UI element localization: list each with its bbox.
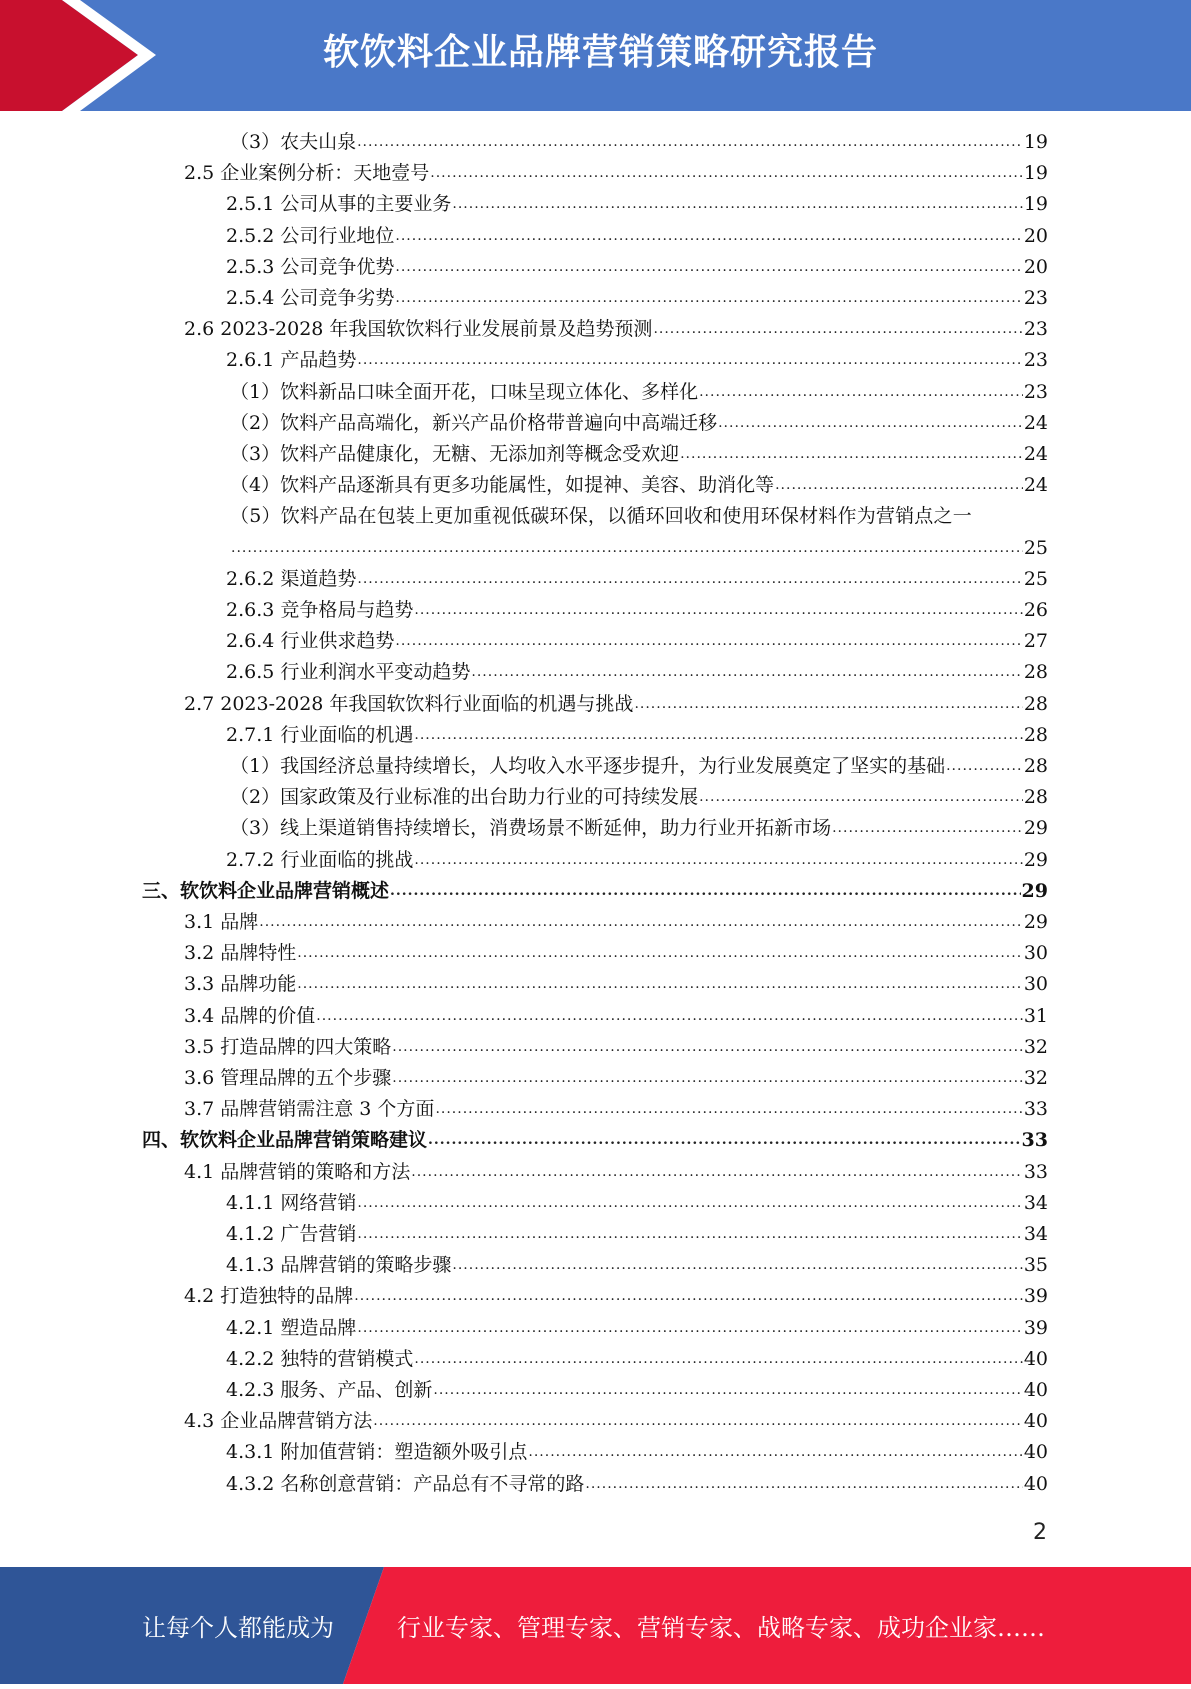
toc-dot-leader <box>718 408 1023 439</box>
report-title: 软饮料企业品牌营销策略研究报告 <box>322 32 878 73</box>
toc-entry[interactable] <box>226 1344 1048 1375</box>
toc-entry-title: 2.5.3 公司竞争优势 <box>226 255 395 278</box>
toc-entry[interactable] <box>226 657 1048 688</box>
toc-entry[interactable] <box>184 1063 1048 1094</box>
toc-entry-page: 23 <box>1023 287 1048 309</box>
toc-entry-page: 25 <box>1023 536 1048 559</box>
toc-entry-page: 28 <box>1023 692 1048 715</box>
toc-dot-leader <box>373 1406 1023 1437</box>
toc-entry-page: 40 <box>1023 1347 1048 1370</box>
toc-dot-leader <box>634 689 1022 720</box>
toc-entry-page: 35 <box>1023 1254 1048 1277</box>
toc-entry-title: 4.1.2 广告营销 <box>226 1223 357 1245</box>
toc-entry-page: 40 <box>1023 1379 1048 1401</box>
toc-entry[interactable] <box>184 1281 1048 1312</box>
toc-entry-title: 3.2 品牌特性 <box>184 942 297 965</box>
toc-dot-leader <box>528 1437 1022 1468</box>
toc-entry[interactable] <box>142 1125 1048 1156</box>
toc-dot-leader <box>414 1344 1022 1375</box>
toc-entry-title: （3）饮料产品健康化，无糖、无添加剂等概念受欢迎 <box>230 443 680 465</box>
toc-dot-leader <box>357 1313 1022 1344</box>
toc-entry-title: 2.5.4 公司竞争劣势 <box>226 287 395 309</box>
toc-entry-page: 19 <box>1023 162 1048 185</box>
toc-entry-page: 34 <box>1023 1223 1048 1245</box>
toc-entry-title: 三、软饮料企业品牌营销概述 <box>142 879 390 902</box>
toc-entry-page: 31 <box>1023 1004 1048 1027</box>
toc-entry-page: 33 <box>1021 1129 1048 1152</box>
toc-dot-leader <box>357 345 1022 376</box>
toc-dot-leader <box>297 969 1023 1000</box>
toc-entry-title: 3.1 品牌 <box>184 911 259 933</box>
toc-entry-title: 4.1.3 品牌营销的策略步骤 <box>226 1254 452 1277</box>
toc-entry[interactable] <box>184 1157 1048 1188</box>
toc-dot-leader <box>395 626 1022 657</box>
toc-entry-title: （3）农夫山泉 <box>230 131 357 153</box>
toc-dot-leader <box>775 470 1023 501</box>
toc-entry-title: （2）饮料产品高端化，新兴产品价格带普遍向中高端迁移 <box>230 411 718 434</box>
toc-entry[interactable] <box>230 127 1048 158</box>
toc-entry[interactable] <box>226 845 1048 876</box>
toc-dot-leader <box>585 1469 1022 1500</box>
toc-entry-page: 32 <box>1023 1067 1048 1089</box>
toc-entry[interactable] <box>226 1188 1048 1219</box>
toc-entry-title: （1）我国经济总量持续增长，人均收入水平逐步提升，为行业发展奠定了坚实的基础 <box>230 755 946 777</box>
toc-entry-title: （3）线上渠道销售持续增长，消费场景不断延伸，助力行业开拓新市场 <box>230 817 832 840</box>
toc-entry[interactable] <box>226 283 1048 314</box>
toc-entry-page: 28 <box>1023 786 1048 809</box>
toc-entry[interactable] <box>184 158 1048 189</box>
toc-entry-title: 2.5.2 公司行业地位 <box>226 224 395 247</box>
toc-dot-leader <box>395 221 1022 252</box>
toc-entry-title: （5）饮料产品在包装上更加重视低碳环保，以循环回收和使用环保材料作为营销点之一 <box>230 505 972 528</box>
toc-entry-page: 33 <box>1023 1160 1048 1183</box>
toc-dot-leader <box>392 1063 1023 1094</box>
toc-entry[interactable] <box>226 564 1048 595</box>
toc-dot-leader <box>259 907 1023 938</box>
toc-dot-leader <box>699 782 1023 813</box>
toc-entry[interactable] <box>184 938 1048 969</box>
toc-entry-title: 2.6.4 行业供求趋势 <box>226 630 395 653</box>
footer-slogan-left: 让每个人都能成为 <box>142 1614 334 1642</box>
toc-entry-title: 4.1.1 网络营销 <box>226 1191 357 1214</box>
footer-slogan-right: 行业专家、管理专家、营销专家、战略专家、成功企业家…… <box>397 1614 1045 1642</box>
toc-entry[interactable] <box>142 876 1048 907</box>
toc-entry-title: 3.6 管理品牌的五个步骤 <box>184 1067 392 1089</box>
toc-entry-page: 39 <box>1023 1285 1048 1308</box>
toc-entry-title: 2.6.1 产品趋势 <box>226 349 357 372</box>
toc-dot-leader <box>435 1094 1022 1125</box>
page-footer <box>0 1567 1191 1684</box>
toc-entry[interactable] <box>226 1375 1048 1406</box>
toc-dot-leader <box>452 189 1022 220</box>
toc-entry-title: 4.2 打造独特的品牌 <box>184 1285 354 1308</box>
toc-entry-title: 4.2.3 服务、产品、创新 <box>226 1379 433 1401</box>
toc-entry-page: 20 <box>1023 224 1048 247</box>
toc-entry-page: 29 <box>1023 817 1048 840</box>
toc-entry-title: 2.6 2023-2028 年我国软饮料行业发展前景及趋势预测 <box>184 318 653 341</box>
toc-dot-leader <box>231 533 1023 564</box>
toc-entry-page: 23 <box>1023 380 1048 403</box>
toc-entry-page: 24 <box>1023 411 1048 434</box>
toc-entry-page: 39 <box>1023 1316 1048 1339</box>
toc-entry[interactable] <box>226 221 1048 252</box>
toc-entry-page: 29 <box>1023 911 1048 933</box>
toc-entry-page: 19 <box>1023 193 1048 216</box>
toc-dot-leader <box>832 813 1023 844</box>
toc-entry[interactable] <box>226 189 1048 220</box>
toc-dot-leader <box>316 1001 1023 1032</box>
toc-entry-title: 2.6.3 竞争格局与趋势 <box>226 599 414 621</box>
toc-entry[interactable] <box>226 252 1048 283</box>
toc-entry[interactable] <box>184 1406 1048 1437</box>
toc-entry-title: 4.3.2 名称创意营销：产品总有不寻常的路 <box>226 1472 585 1495</box>
toc-dot-leader <box>680 439 1023 470</box>
toc-entry[interactable] <box>230 533 1048 564</box>
toc-entry[interactable] <box>226 345 1048 376</box>
toc-entry[interactable] <box>226 626 1048 657</box>
toc-dot-leader <box>357 1219 1022 1250</box>
toc-entry[interactable] <box>184 969 1048 1000</box>
toc-entry-page: 26 <box>1023 599 1048 621</box>
toc-dot-leader <box>452 1250 1022 1281</box>
toc-dot-leader <box>354 1281 1023 1312</box>
toc-entry[interactable] <box>230 377 1048 408</box>
toc-entry-page: 33 <box>1023 1098 1048 1121</box>
toc-entry-page: 30 <box>1023 942 1048 965</box>
toc-entry-title: 2.6.2 渠道趋势 <box>226 567 357 590</box>
toc-entry[interactable] <box>230 813 1048 844</box>
toc-entry-title: 2.7.2 行业面临的挑战 <box>226 848 414 871</box>
toc-entry-title: 3.3 品牌功能 <box>184 973 297 996</box>
toc-entry-page: 29 <box>1021 879 1048 902</box>
toc-entry-title: 4.2.2 独特的营销模式 <box>226 1347 414 1370</box>
toc-entry[interactable] <box>184 1094 1048 1125</box>
toc-entry-title: 4.1 品牌营销的策略和方法 <box>184 1160 411 1183</box>
toc-entry-page: 30 <box>1023 973 1048 996</box>
toc-entry-page: 32 <box>1023 1035 1048 1058</box>
toc-dot-leader <box>395 283 1022 314</box>
toc-entry[interactable] <box>184 1001 1048 1032</box>
toc-entry[interactable] <box>226 1437 1048 1468</box>
toc-dot-leader <box>430 158 1023 189</box>
toc-entry-page: 40 <box>1023 1410 1048 1433</box>
toc-dot-leader <box>297 938 1023 969</box>
toc-entry-title: 3.5 打造品牌的四大策略 <box>184 1035 392 1058</box>
toc-dot-leader <box>357 1188 1022 1219</box>
toc-entry-page: 24 <box>1023 474 1048 497</box>
toc-entry-title: 2.5 企业案例分析：天地壹号 <box>184 162 430 185</box>
toc-entry[interactable] <box>226 1219 1048 1250</box>
toc-entry-page: 19 <box>1023 131 1048 153</box>
toc-dot-leader <box>357 564 1022 595</box>
toc-entry-page: 29 <box>1023 848 1048 871</box>
toc-entry-title: 3.7 品牌营销需注意 3 个方面 <box>184 1098 435 1121</box>
page-number: 2 <box>1033 1520 1047 1545</box>
toc-entry-page: 40 <box>1023 1472 1048 1495</box>
toc-dot-leader <box>392 1032 1023 1063</box>
toc-entry-title: 4.3 企业品牌营销方法 <box>184 1410 373 1433</box>
toc-entry[interactable] <box>184 689 1048 720</box>
toc-dot-leader <box>414 720 1022 751</box>
toc-entry-page: 24 <box>1023 443 1048 465</box>
toc-dot-leader <box>653 314 1022 345</box>
toc-dot-leader <box>414 595 1022 626</box>
toc-entry[interactable] <box>230 782 1048 813</box>
toc-dot-leader <box>357 127 1023 158</box>
toc-dot-leader <box>395 252 1022 283</box>
toc-entry-page: 27 <box>1023 630 1048 653</box>
toc-entry[interactable] <box>226 720 1048 751</box>
toc-dot-leader <box>390 876 1021 907</box>
toc-entry[interactable] <box>230 439 1048 470</box>
toc-entry-title: （1）饮料新品口味全面开花，口味呈现立体化、多样化 <box>230 380 699 403</box>
toc-entry[interactable] <box>230 408 1048 439</box>
toc-entry-page: 23 <box>1023 349 1048 372</box>
toc-dot-leader <box>433 1375 1022 1406</box>
toc-entry-title: 2.7 2023-2028 年我国软饮料行业面临的机遇与挑战 <box>184 692 634 715</box>
toc-entry[interactable] <box>226 595 1048 626</box>
toc-entry[interactable] <box>226 1469 1048 1500</box>
toc-entry[interactable] <box>230 751 1048 782</box>
toc-entry-title: 2.7.1 行业面临的机遇 <box>226 723 414 746</box>
toc-entry-page: 34 <box>1023 1191 1048 1214</box>
toc-entry-title: 3.4 品牌的价值 <box>184 1004 316 1027</box>
toc-entry[interactable] <box>230 501 1048 532</box>
toc-entry[interactable] <box>226 1250 1048 1281</box>
toc-dot-leader <box>411 1157 1023 1188</box>
toc-entry-title: 2.5.1 公司从事的主要业务 <box>226 193 452 216</box>
toc-dot-leader <box>946 751 1023 782</box>
toc-dot-leader <box>414 845 1022 876</box>
toc-entry[interactable] <box>184 314 1048 345</box>
toc-entry-title: 4.2.1 塑造品牌 <box>226 1316 357 1339</box>
toc-entry-page: 20 <box>1023 255 1048 278</box>
toc-entry-title: 2.6.5 行业利润水平变动趋势 <box>226 661 471 684</box>
toc-entry-title: 四、软饮料企业品牌营销策略建议 <box>142 1129 428 1152</box>
toc-entry-page: 25 <box>1023 567 1048 590</box>
toc-entry[interactable] <box>226 1313 1048 1344</box>
toc-entry-page: 40 <box>1023 1441 1048 1464</box>
toc-entry-title: （4）饮料产品逐渐具有更多功能属性，如提神、美容、助消化等 <box>230 474 775 497</box>
toc-dot-leader <box>471 657 1022 688</box>
toc-entry-page: 23 <box>1023 318 1048 341</box>
page-header <box>0 0 1191 111</box>
toc-entry-title: 4.3.1 附加值营销：塑造额外吸引点 <box>226 1441 528 1464</box>
toc-entry-page: 28 <box>1023 661 1048 684</box>
toc-entry[interactable] <box>230 470 1048 501</box>
toc-entry[interactable] <box>184 1032 1048 1063</box>
toc-entry[interactable] <box>184 907 1048 938</box>
toc-entry-page: 28 <box>1023 755 1048 777</box>
toc-dot-leader <box>699 377 1023 408</box>
toc-entry-page: 28 <box>1023 723 1048 746</box>
toc-dot-leader <box>428 1125 1021 1156</box>
toc-entry-title: （2）国家政策及行业标准的出台助力行业的可持续发展 <box>230 786 699 809</box>
